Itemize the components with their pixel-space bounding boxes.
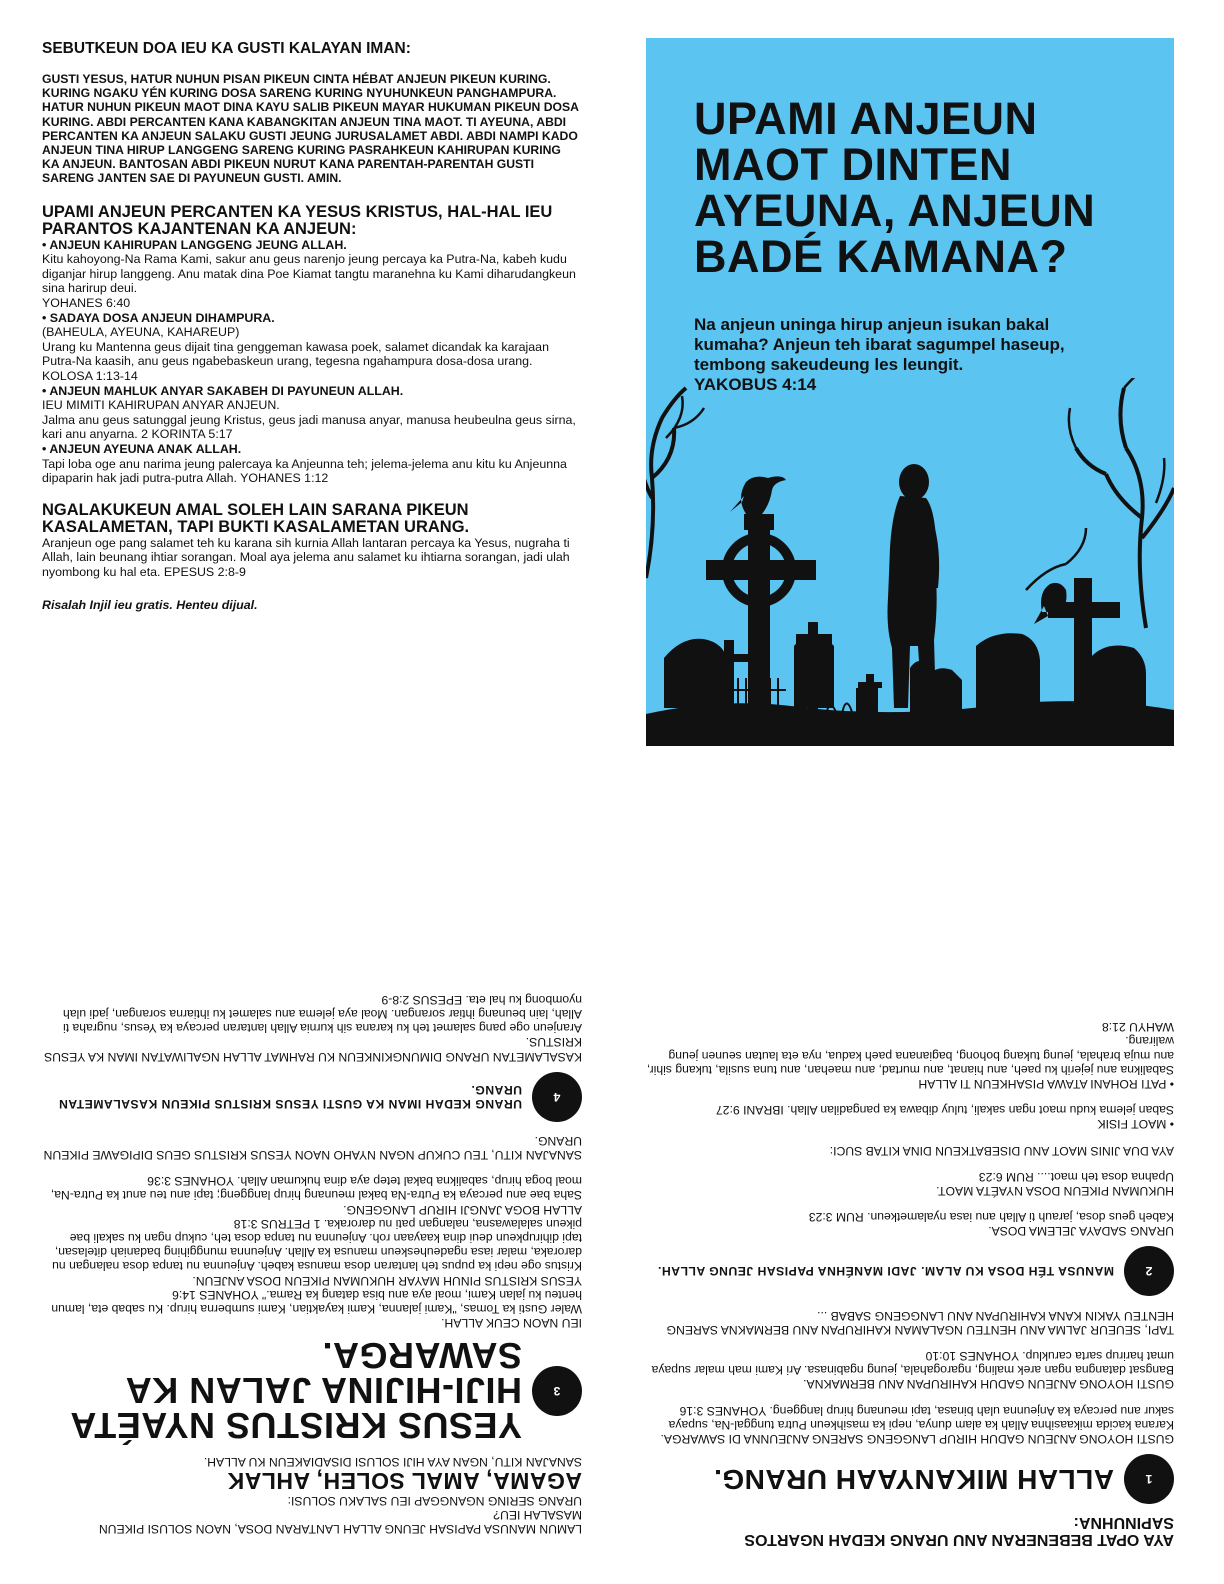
point-3-c-head: ALLAH BOGA JANGJI HIRUP LANGGENG.: [343, 1202, 582, 1217]
graveyard-silhouette-illustration: [646, 378, 1174, 746]
point-2-a-head: URANG SADAYA JELEMA DOSA.: [988, 1224, 1174, 1239]
prayer-title: SEBUTKEUN DOA IEU KA GUSTI KALAYAN IMAN:: [42, 40, 411, 57]
truths-panel: [646, 792, 1174, 1548]
bullet-new-creation-text: Jalma anu geus satunggal jeung Kristus, geus jadi manusa anyar, manusa heubeulna geus sirna, kari anu anyarna. 2 KORINTA 5:17: [42, 412, 576, 442]
truths-intro: AYA OPAT BEBENERAN ANU URANG KEDAH NGARTOS SAPINUHNA:: [744, 1514, 1174, 1548]
point-4-heading: [42, 1072, 582, 1122]
bullet-eternal-life-title: • ANJEUN KAHIRUPAN LANGGENG JEUNG ALLAH.: [42, 237, 347, 252]
point-1-a-text: Karana kacida mikaasihna Allah ka alam dunya, nepi ka masihkeun Putra tunggal-Na, supaya sakur anu percaya ka Anjeunna ulah binasa, tapi meunang hirup langgeng. YOHANES 3:16: [668, 1403, 1174, 1432]
point-1-c-text: TAPI, SEUEUR JALMA ANU HENTEU NGALAMAN KAHIRUPAN ANU BERMAKNA SARENG HENTEU YAKIN KANA KAHIRUPAN ANU LANGGENG SABAB ...: [666, 1308, 1174, 1337]
point-1-b-text: Bangsat datangna ngan arek maling, ngarogahala, jeung ngabinasa. Ari Kami mah malar supaya umat harirup sarta caruklup. YOHANES 10:10: [651, 1348, 1174, 1378]
point-3-b-head: YESUS KRISTUS PINUH MAYAR HUKUMAN PIKEUN DOSA ANJEUN.: [192, 1273, 582, 1288]
point-2-a-text: Kabeh geus dosa, jarauh ti Allah anu iasa nyalametkeun. RUM 3:23: [808, 1210, 1174, 1225]
point-2-d-head: • MAOT FISIK: [1097, 1117, 1174, 1132]
point-1-number: 1: [1124, 1454, 1174, 1504]
solution-intro-big: AGAMA, AMAL SOLEH, AHLAK: [227, 1468, 582, 1495]
bullet-child-of-god-title: • ANJEUN AYEUNA ANAK ALLAH.: [42, 441, 242, 456]
cover-reference: YAKOBUS 4:14: [694, 375, 817, 394]
prayer-column: [42, 40, 580, 612]
bullet-forgiven-text: Urang ku Mantenna geus dijait tina genggeman kawasa poek, salamet dicandak ka karajaan Putra-Na kaasih, anu geus ngabebaskeun urang, tegesna ngahampura dosa-dosa urang. KOLOSA 1:13-14: [42, 339, 549, 383]
solution-intro-2: URANG SERING NGANGGAP IEU SALAKU SOLUSI:: [287, 1493, 582, 1508]
point-2-d-text: Saban jelema kudu maot ngan sakali, tuluy dibawa ka pangadilan Allah. IBRANI 9:27: [715, 1103, 1174, 1118]
point-3-d-text: SANAJAN KITU, TEU CUKUP NGAN NYAHO NAON YESUS KRISTUS GEUS DIPIGAWE PIKEUN URANG.: [43, 1133, 582, 1162]
point-3-b-text: Kristus oge nepi ka pupus teh lantaran dosa manusa kabeh. Anjeunna nu tanpa dosa nalangan nu daroraka, malar iasa ngadeuheskeun manusa ka Allah. Anjeunna munggihing badaniah ditelasan, tapi dihirupkeun deui dina kaayaan roh. Anjeunna nu tanpa dosa teh, cukup ngan ku sakali bae pikeun salalawasna, nalangan pati nu daroraka. 1 PETRUS 3:18: [52, 1216, 582, 1274]
cover-title: UPAMI ANJEUN MAOT DINTEN AYEUNA, ANJEUN BADÉ KAMANA?: [694, 93, 1096, 282]
point-2-b-head: HUKUMAN PIKEUN DOSA NYAÉTA MAOT.: [936, 1183, 1174, 1198]
point-2-title: MANUSA TÉH DOSA KU ALAM. JADI MANÉHNA PAPISAH JEUNG ALLAH.: [657, 1264, 1114, 1279]
point-3-title: YESUS KRISTUS NYAÉTA HIJI-HIJINA JALAN KA SAWARGA.: [71, 1335, 522, 1447]
works-title: NGALAKUKEUN AMAL SOLEH LAIN SARANA PIKEUN KASALAMETAN, TAPI BUKTI KASALAMETAN URANG.: [42, 500, 470, 536]
crow-left-icon: [730, 476, 786, 514]
point-2-c-head: AYA DUA JINIS MAOT ANU DISEBATKEUN DINA KITAB SUCI:: [829, 1143, 1174, 1158]
prayer-text: GUSTI YESUS, HATUR NUHUN PISAN PIKEUN CINTA HÉBAT ANJEUN PIKEUN KURING. KURING NGAKU YÉN KURING DOSA SARENG KURING NYUHUNKEUN PANGHAMPURA. HATUR NUHUN PIKEUN MAOT DINA KAYU SALIB PIKEUN MAYAR HUKUMAN PIKEUN DOSA KURING. ABDI PERCANTEN KANA KABANGKITAN ANJEUN TINA MAOT. TI AYEUNA, ABDI PERCANTEN KA ANJEUN SALAKU GUSTI JEUNG JURUSALAMET ABDI. ABDI NAMPI KADO ANJEUN TINA HIRUP LANGGENG SARENG KURING PASRAHKEUN KAHIRUPAN KURING KA ANJEUN. BANTOSAN ABDI PIKEUN NURUT KANA PARENTAH-PARENTAH GUSTI SARENG JANTEN SAE DI PAYUNEUN GUSTI. AMIN.: [42, 72, 579, 186]
bullet-eternal-life-ref: YOHANES 6:40: [42, 296, 131, 310]
point-4-a-head: KASALAMETAN URANG DIMUNGKINKEUN KU RAHMAT ALLAH NGALIWATAN IMAN KA YESUS KRISTUS.: [44, 1035, 582, 1064]
point-4-a-text: Aranjeun oge pang salamet teh ku karana sih kurnia Allah lantaran percaya ka Yesus, nugraha ti Allah, lain beunang ihtiar sorangan. Moal aya jelema anu salamet ku ihtiarna sorangan, jadi ulah nyombong ku hal eta. EPESUS 2:8-9: [63, 992, 582, 1036]
point-3-a-head: IEU NAON CEUK ALLAH.: [441, 1316, 582, 1331]
point-3-heading: [42, 1335, 582, 1447]
cover-panel: [646, 38, 1174, 746]
believe-title: UPAMI ANJEUN PERCANTEN KA YESUS KRISTUS, HAL-HAL IEU PARANTOS KAJANTENAN KA ANJEUN:: [42, 202, 553, 238]
solution-intro-3: SANAJAN KITU, NGAN AYA HIJI SOLUSI DISADIAKEUN KU ALLAH.: [203, 1455, 582, 1470]
bullet-forgiven-title: • SADAYA DOSA ANJEUN DIHAMPURA.: [42, 310, 275, 325]
solution-intro-1: LAMUN MANUSA PAPISAH JEUNG ALLAH LANTARAN DOSA, NAON SOLUSI PIKEUN MASALAH IEU?: [98, 1507, 582, 1536]
point-2-b-text: Upahna dosa teh maot.... RUM 6:23: [978, 1169, 1174, 1184]
cover-subtitle-text: Na anjeun uninga hirup anjeun isukan bakal kumaha? Anjeun teh ibarat sagumpel haseup, tembong sakeudeung les leungit.: [694, 315, 1065, 374]
point-2-e-text: Sabalikna anu jejerih ku paeh, anu hianat, anu murtad, anu maehan, anu tuna susila, tukang sihir, anu muja brahala, jeung tukang bohong, bagianana paeh kadua, nya eta lautan seunen jeung walirang.: [646, 1034, 1174, 1077]
point-2-e-head: • PATI ROHANI ATAWA PISAHKEUN TI ALLAH: [918, 1076, 1174, 1091]
point-4-title: URANG KEDAH IMAN KA GUSTI YESUS KRISTUS PIKEUN KASALAMETAN URANG.: [58, 1082, 522, 1111]
bullet-new-creation-sub: IEU MIMITI KAHIRUPAN ANYAR ANJEUN.: [42, 398, 280, 413]
point-3-c-text: Saha bae anu percaya ka Putra-Na bakal meunang hirup langgeng; tapi anu teu anut ka Putra-Na, moal boga hirup, sabalikna bakal tetep aya dina hukuman Allah. YOHANES 3:36: [50, 1174, 582, 1203]
bullet-forgiven-sub: (BAHEULA, AYEUNA, KAHAREUP): [42, 325, 240, 340]
point-2-number: 2: [1124, 1246, 1174, 1296]
bullet-new-creation-title: • ANJEUN MAHLUK ANYAR SAKABEH DI PAYUNEUN ALLAH.: [42, 383, 404, 398]
point-1-b-head: GUSTI HOYONG ANJEUN GADUH KAHIRUPAN ANU BERMAKNA.: [803, 1377, 1174, 1392]
bullet-child-of-god-text: Tapi loba oge anu narima jeung palercaya ka Anjeunna teh; jelema-jelema anu kitu ku Anjeunna dipaparin hak jadi putra-putra Allah. YOHANES 1:12: [42, 456, 567, 486]
point-2-e-ref: WAHYU 21:8: [1101, 1020, 1174, 1035]
point-1-heading: [646, 1454, 1174, 1504]
free-note: Risalah Injil ieu gratis. Henteu dijual.: [42, 597, 258, 612]
solution-panel: [42, 792, 582, 1536]
works-text: Aranjeun oge pang salamet teh ku karana sih kurnia Allah lantaran percaya ka Yesus, nugraha ti Allah, lain beunang ihtiar sorangan. Moal aya jelema anu salamet ku ihtiarna sorangan, jadi ulah nyombong ku hal eta. EPESUS 2:8-9: [42, 535, 570, 579]
point-3-number: 3: [532, 1366, 582, 1416]
point-4-number: 4: [532, 1072, 582, 1122]
point-1-a-head: GUSTI HOYONG ANJEUN GADUH HIRUP LANGGENG SARENG ANJEUNNA DI SAWARGA.: [660, 1432, 1174, 1446]
point-3-a-text: Waler Gusti ka Tomas, "Kami jalanna, Kami kayaktian, Kami sumberna hirup. Ku sabab eta, lamun henteu ku jalan Kami, moal aya anu bisa datang ka Rama." YOHANES 14:6: [51, 1287, 582, 1316]
point-2-heading: [646, 1246, 1174, 1296]
bullet-eternal-life-text: Kitu kahoyong-Na Rama Kami, sakur anu geus narenjo jeung percaya ka Putra-Na, kabeh kudu diganjar hirup langgeng. Anu matak dina Poe Kiamat tangtu maranehna ku Kami diharudangkeun sina harirup deui.: [42, 252, 576, 296]
point-1-title: ALLAH MIKANYAAH URANG.: [713, 1464, 1114, 1495]
